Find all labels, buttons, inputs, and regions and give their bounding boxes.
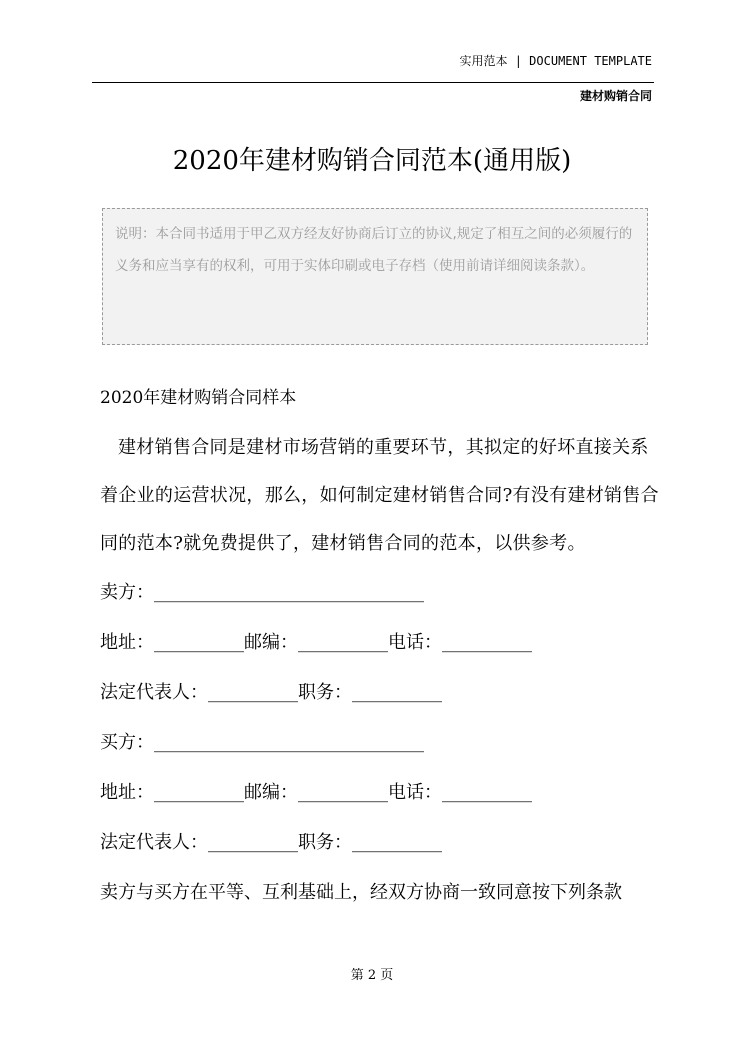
seller-line: 卖方：______________________________ — [100, 582, 424, 603]
usage-note: 说明：本合同书适用于甲乙双方经友好协商后订立的协议,规定了相互之间的必须履行的义务和应当享有的权利，可用于实体印刷或电子存档（使用前请详细阅读条款）。 — [102, 208, 648, 345]
intro-paragraph: 建材销售合同是建材市场营销的重要环节，其拟定的好坏直接关系着企业的运营状况，那么，如何制定建材销售合同?有没有建材销售合同的范本?就免费提供了，建材销售合同的范本，以供参考。 — [100, 437, 659, 554]
header-subtitle: 建材购销合同 — [579, 89, 652, 103]
buyer-line: 买方：______________________________ — [100, 732, 424, 753]
page-title: 2020年建材购销合同范本(通用版) — [172, 146, 572, 176]
page-number: 第 2 页 — [350, 968, 394, 983]
seller-representative-line: 法定代表人：__________职务：__________ — [100, 682, 442, 703]
header-divider — [92, 82, 654, 83]
agreement-line: 卖方与买方在平等、互利基础上，经双方协商一致同意按下列条款 — [100, 882, 622, 903]
buyer-representative-line: 法定代表人：__________职务：__________ — [100, 832, 442, 853]
section-heading: 2020年建材购销合同样本 — [100, 388, 297, 408]
header-label: 实用范本 | DOCUMENT TEMPLATE — [459, 54, 652, 68]
buyer-address-line: 地址：__________邮编：__________电话：__________ — [100, 782, 532, 803]
seller-address-line: 地址：__________邮编：__________电话：__________ — [100, 632, 532, 653]
